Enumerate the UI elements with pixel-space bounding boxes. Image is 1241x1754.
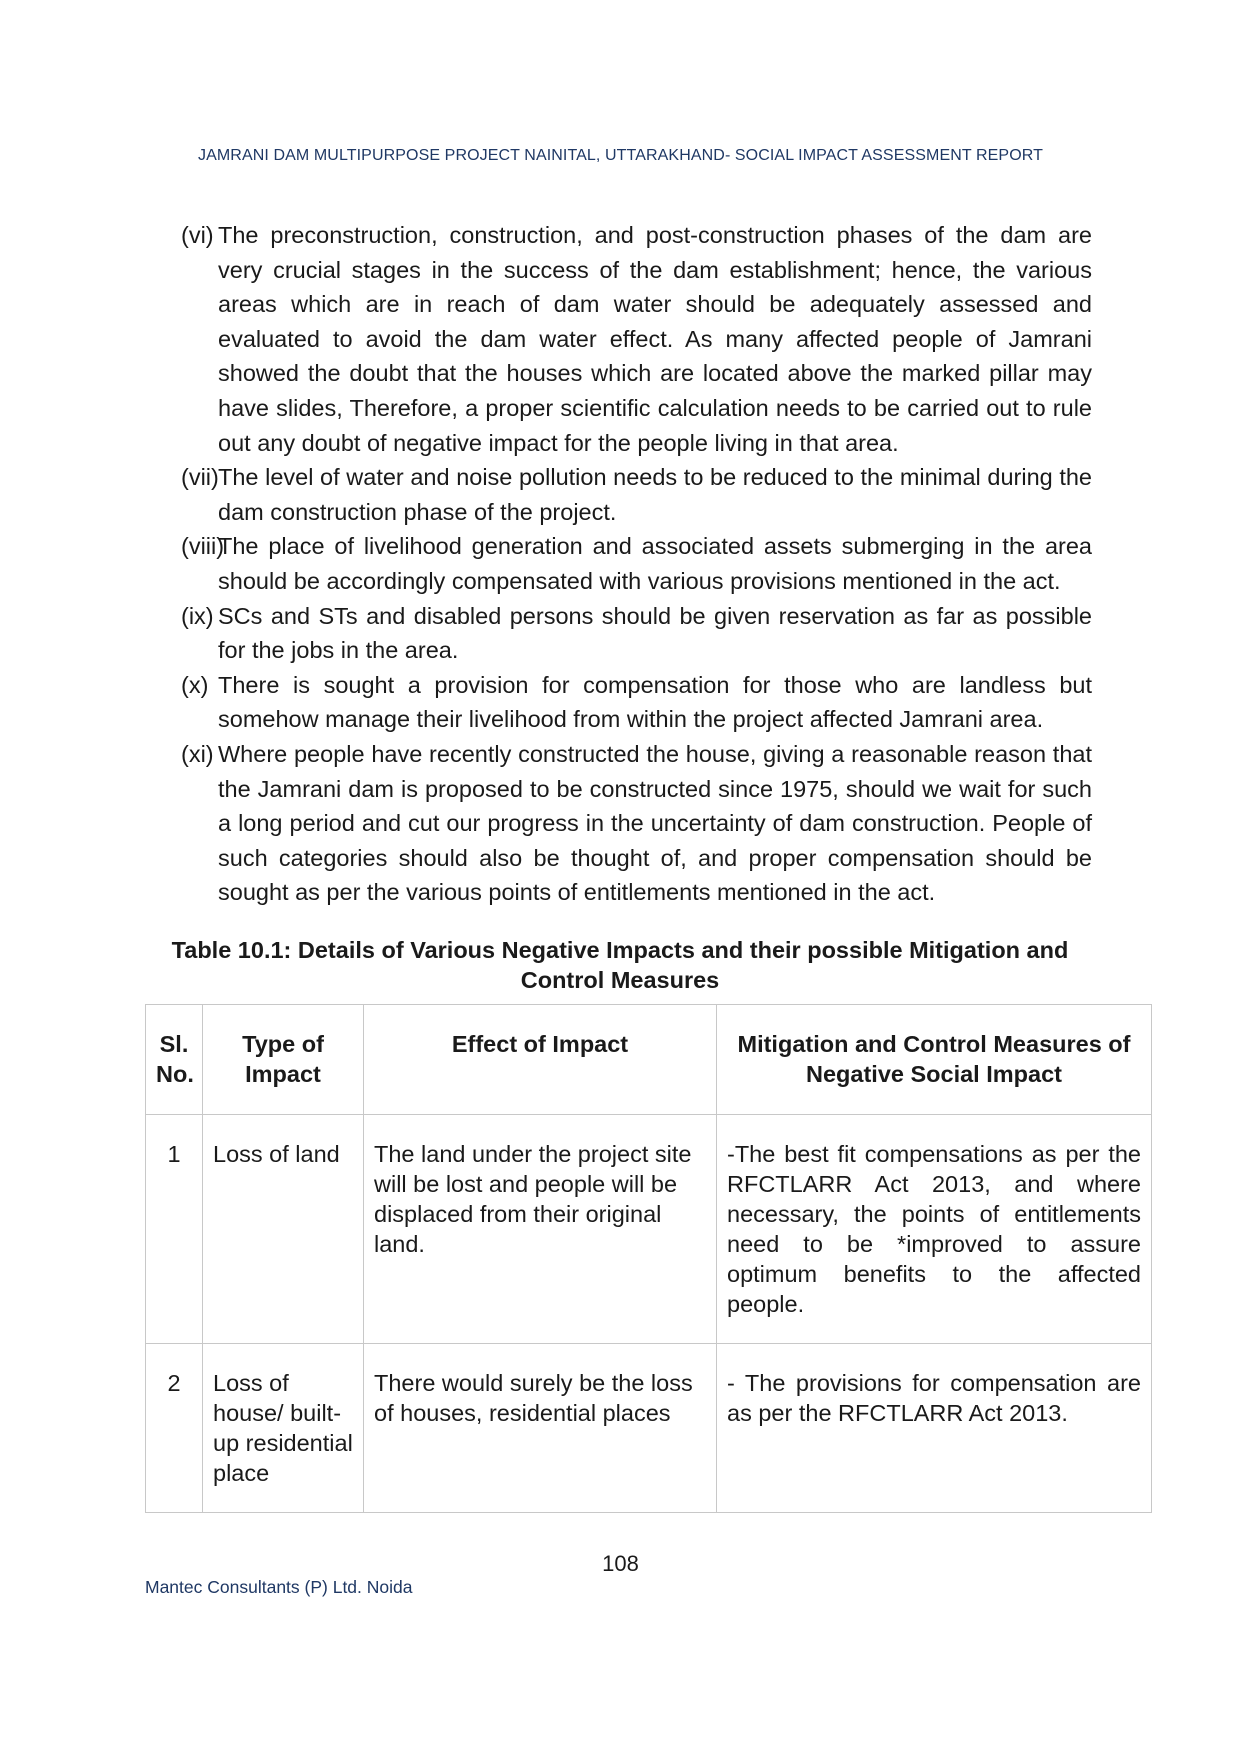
header-mitigation-measures: Mitigation and Control Measures of Negative Social Impact: [717, 1005, 1152, 1115]
list-item-text: SCs and STs and disabled persons should be given reservation as far as possible for the jobs in the area.: [218, 602, 1092, 664]
list-item-text: Where people have recently constructed the house, giving a reasonable reason that the Jamrani dam is proposed to be constructed since 1975, should we wait for such a long period and cut our progress in the uncertainty of dam construction. People of such categories should also be thought of, and proper compensation should be sought as per the various points of entitlements mentioned in the act.: [218, 740, 1092, 906]
list-item: [181, 668, 1092, 737]
cell-mitigation-measures: - The provisions for compensation are as per the RFCTLARR Act 2013.: [717, 1344, 1152, 1513]
impacts-table: [145, 1004, 1152, 1513]
table-row: [146, 1344, 1152, 1513]
header-sl-no: Sl. No.: [146, 1005, 203, 1115]
list-marker: (viii): [181, 533, 225, 560]
list-item: [181, 218, 1092, 460]
cell-type-of-impact: Loss of land: [203, 1115, 364, 1344]
list-marker: (vii): [181, 464, 219, 491]
page-number: 108: [602, 1551, 639, 1576]
list-item-text: The level of water and noise pollution needs to be reduced to the minimal during the dam construction phase of the project.: [218, 464, 1092, 525]
list-item-text: There is sought a provision for compensation for those who are landless but somehow manage their livelihood from within the project affected Jamrani area.: [218, 671, 1092, 733]
cell-effect-of-impact: There would surely be the loss of houses, residential places: [364, 1344, 717, 1513]
list-item: [181, 460, 1092, 529]
list-item: [181, 529, 1092, 598]
list-item: [181, 737, 1092, 910]
list-item-text: The preconstruction, construction, and post-construction phases of the dam are very crucial stages in the success of the dam establishment; hence, the various areas which are in reach of dam water should be adequately assessed and evaluated to avoid the dam water effect. As many affected people of Jamrani showed the doubt that the houses which are located above the marked pillar may have slides, Therefore, a proper scientific calculation needs to be carried out to rule out any doubt of negative impact for the people living in that area.: [218, 222, 1092, 456]
cell-effect-of-impact: The land under the project site will be lost and people will be displaced from their original land.: [364, 1115, 717, 1344]
cell-sl-no: 2: [146, 1344, 203, 1513]
list-marker: (vi): [181, 222, 214, 248]
list-marker: (ix): [181, 602, 214, 629]
cell-sl-no: 1: [146, 1115, 203, 1344]
table-row: [146, 1115, 1152, 1344]
footer-company: Mantec Consultants (P) Ltd. Noida: [145, 1577, 413, 1597]
list-marker: (xi): [181, 740, 214, 767]
header-type-of-impact: Type of Impact: [203, 1005, 364, 1115]
cell-mitigation-measures: -The best fit compensations as per the RFCTLARR Act 2013, and where necessary, the points of entitlements need to be *improved to assure optimum benefits to the affected people.: [717, 1115, 1152, 1344]
list-item: [181, 599, 1092, 668]
table-caption: Table 10.1: Details of Various Negative Impacts and their possible Mitigation and Control Measures: [171, 937, 1069, 993]
table-header-row: [146, 1005, 1152, 1115]
report-header: JAMRANI DAM MULTIPURPOSE PROJECT NAINITAL, UTTARAKHAND- SOCIAL IMPACT ASSESSMENT REPORT: [198, 147, 1043, 164]
list-item-text: The place of livelihood generation and associated assets submerging in the area should be accordingly compensated with various provisions mentioned in the act.: [218, 533, 1092, 594]
cell-type-of-impact: Loss of house/ built-up residential place: [203, 1344, 364, 1513]
header-effect-of-impact: Effect of Impact: [364, 1005, 717, 1115]
list-marker: (x): [181, 671, 209, 698]
recommendations-list: [181, 218, 1092, 910]
